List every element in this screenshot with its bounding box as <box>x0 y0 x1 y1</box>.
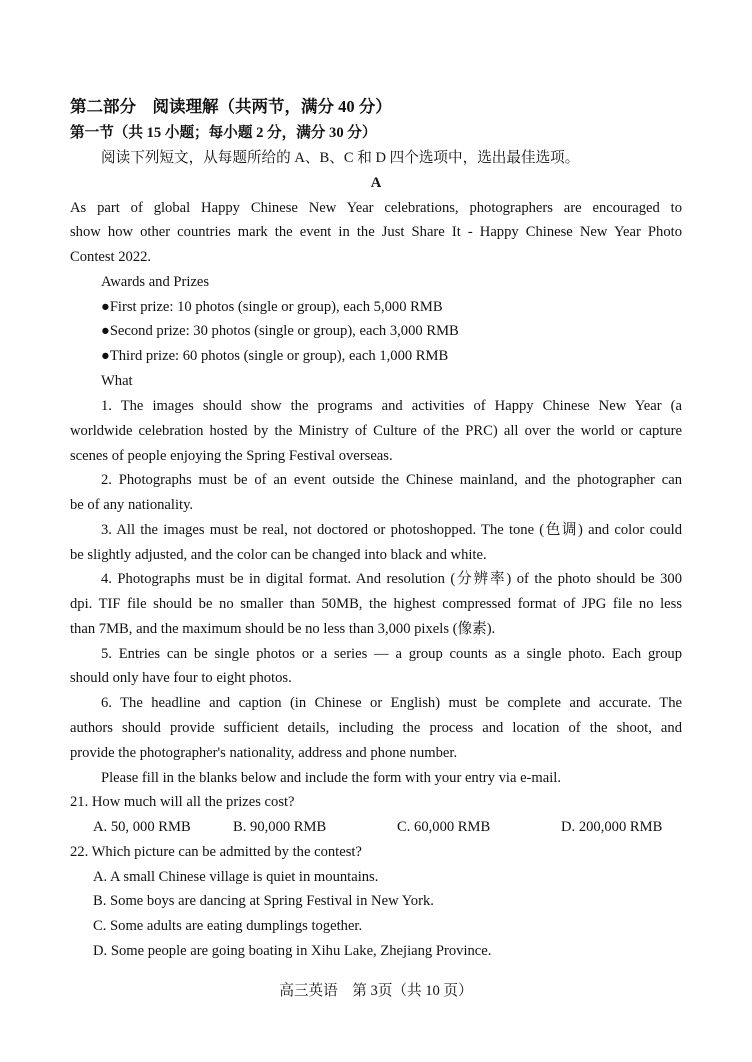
closing-note: Please fill in the blanks below and include the form with your entry via e-mail. <box>101 770 561 786</box>
rule-line: worldwide celebration hosted by the Ministry of Culture of the PRC) all over the world or capture <box>70 423 682 439</box>
rule-line: scenes of people enjoying the Spring Festival overseas. <box>70 448 393 464</box>
option-a: A. 50, 000 RMB <box>93 819 191 835</box>
rule-line: 4. Photographs must be in digital format. And resolution (分辨率) of the photo should be 300 <box>101 571 682 587</box>
option-d: D. 200,000 RMB <box>561 819 663 835</box>
rule-line: be of any nationality. <box>70 497 194 513</box>
question-stem: 21. How much will all the prizes cost? <box>70 794 295 810</box>
rule-line: authors should provide sufficient details, including the process and location of the shoot, and <box>70 720 682 736</box>
rule-line: 1. The images should show the programs and activities of Happy Chinese New Year (a <box>101 398 682 414</box>
instruction: 阅读下列短文，从每题所给的 A、B、C 和 D 四个选项中，选出最佳选项。 <box>101 150 580 166</box>
question-stem: 22. Which picture can be admitted by the contest? <box>70 844 362 860</box>
prize-item: ●Third prize: 60 photos (single or group), each 1,000 RMB <box>101 348 449 364</box>
page-footer: 高三英语 第 3页（共 10 页） <box>279 983 473 999</box>
section-title: 第二部分 阅读理解（共两节，满分 40 分） <box>70 97 392 116</box>
intro-line: As part of global Happy Chinese New Year celebrations, photographers are encouraged to <box>70 200 682 216</box>
prize-item: ●Second prize: 30 photos (single or group), each 3,000 RMB <box>101 323 459 339</box>
rule-line: provide the photographer's nationality, address and phone number. <box>70 745 458 761</box>
option-a: A. A small Chinese village is quiet in mountains. <box>93 869 379 885</box>
option-d: D. Some people are going boating in Xihu Lake, Zhejiang Province. <box>93 943 492 959</box>
rule-line: 3. All the images must be real, not doctored or photoshopped. The tone (色调) and color could <box>101 522 682 538</box>
rule-line: 6. The headline and caption (in Chinese or English) must be complete and accurate. The <box>101 695 682 711</box>
option-c: C. Some adults are eating dumplings together. <box>93 918 363 934</box>
option-b: B. Some boys are dancing at Spring Festival in New York. <box>93 893 434 909</box>
intro-line: Contest 2022. <box>70 249 152 265</box>
option-c: C. 60,000 RMB <box>397 819 491 835</box>
rule-line: be slightly adjusted, and the color can be changed into black and white. <box>70 547 487 563</box>
what-heading: What <box>101 373 133 389</box>
rule-line: 2. Photographs must be of an event outside the Chinese mainland, and the photographer can <box>101 472 682 488</box>
rule-line: should only have four to eight photos. <box>70 670 292 686</box>
intro-line: show how other countries mark the event in the Just Share It - Happy Chinese New Year Photo <box>70 224 682 240</box>
rule-line: than 7MB, and the maximum should be no less than 3,000 pixels (像素). <box>70 621 496 637</box>
section-subtitle: 第一节（共 15 小题；每小题 2 分，满分 30 分） <box>70 125 377 141</box>
rule-line: dpi. TIF file should be no smaller than 50MB, the highest compressed format of JPG file no less <box>70 596 682 612</box>
passage-label: A <box>370 175 382 191</box>
prize-item: ●First prize: 10 photos (single or group), each 5,000 RMB <box>101 299 443 315</box>
awards-heading: Awards and Prizes <box>101 274 210 290</box>
rule-line: 5. Entries can be single photos or a series — a group counts as a single photo. Each group <box>101 646 682 662</box>
option-b: B. 90,000 RMB <box>233 819 327 835</box>
